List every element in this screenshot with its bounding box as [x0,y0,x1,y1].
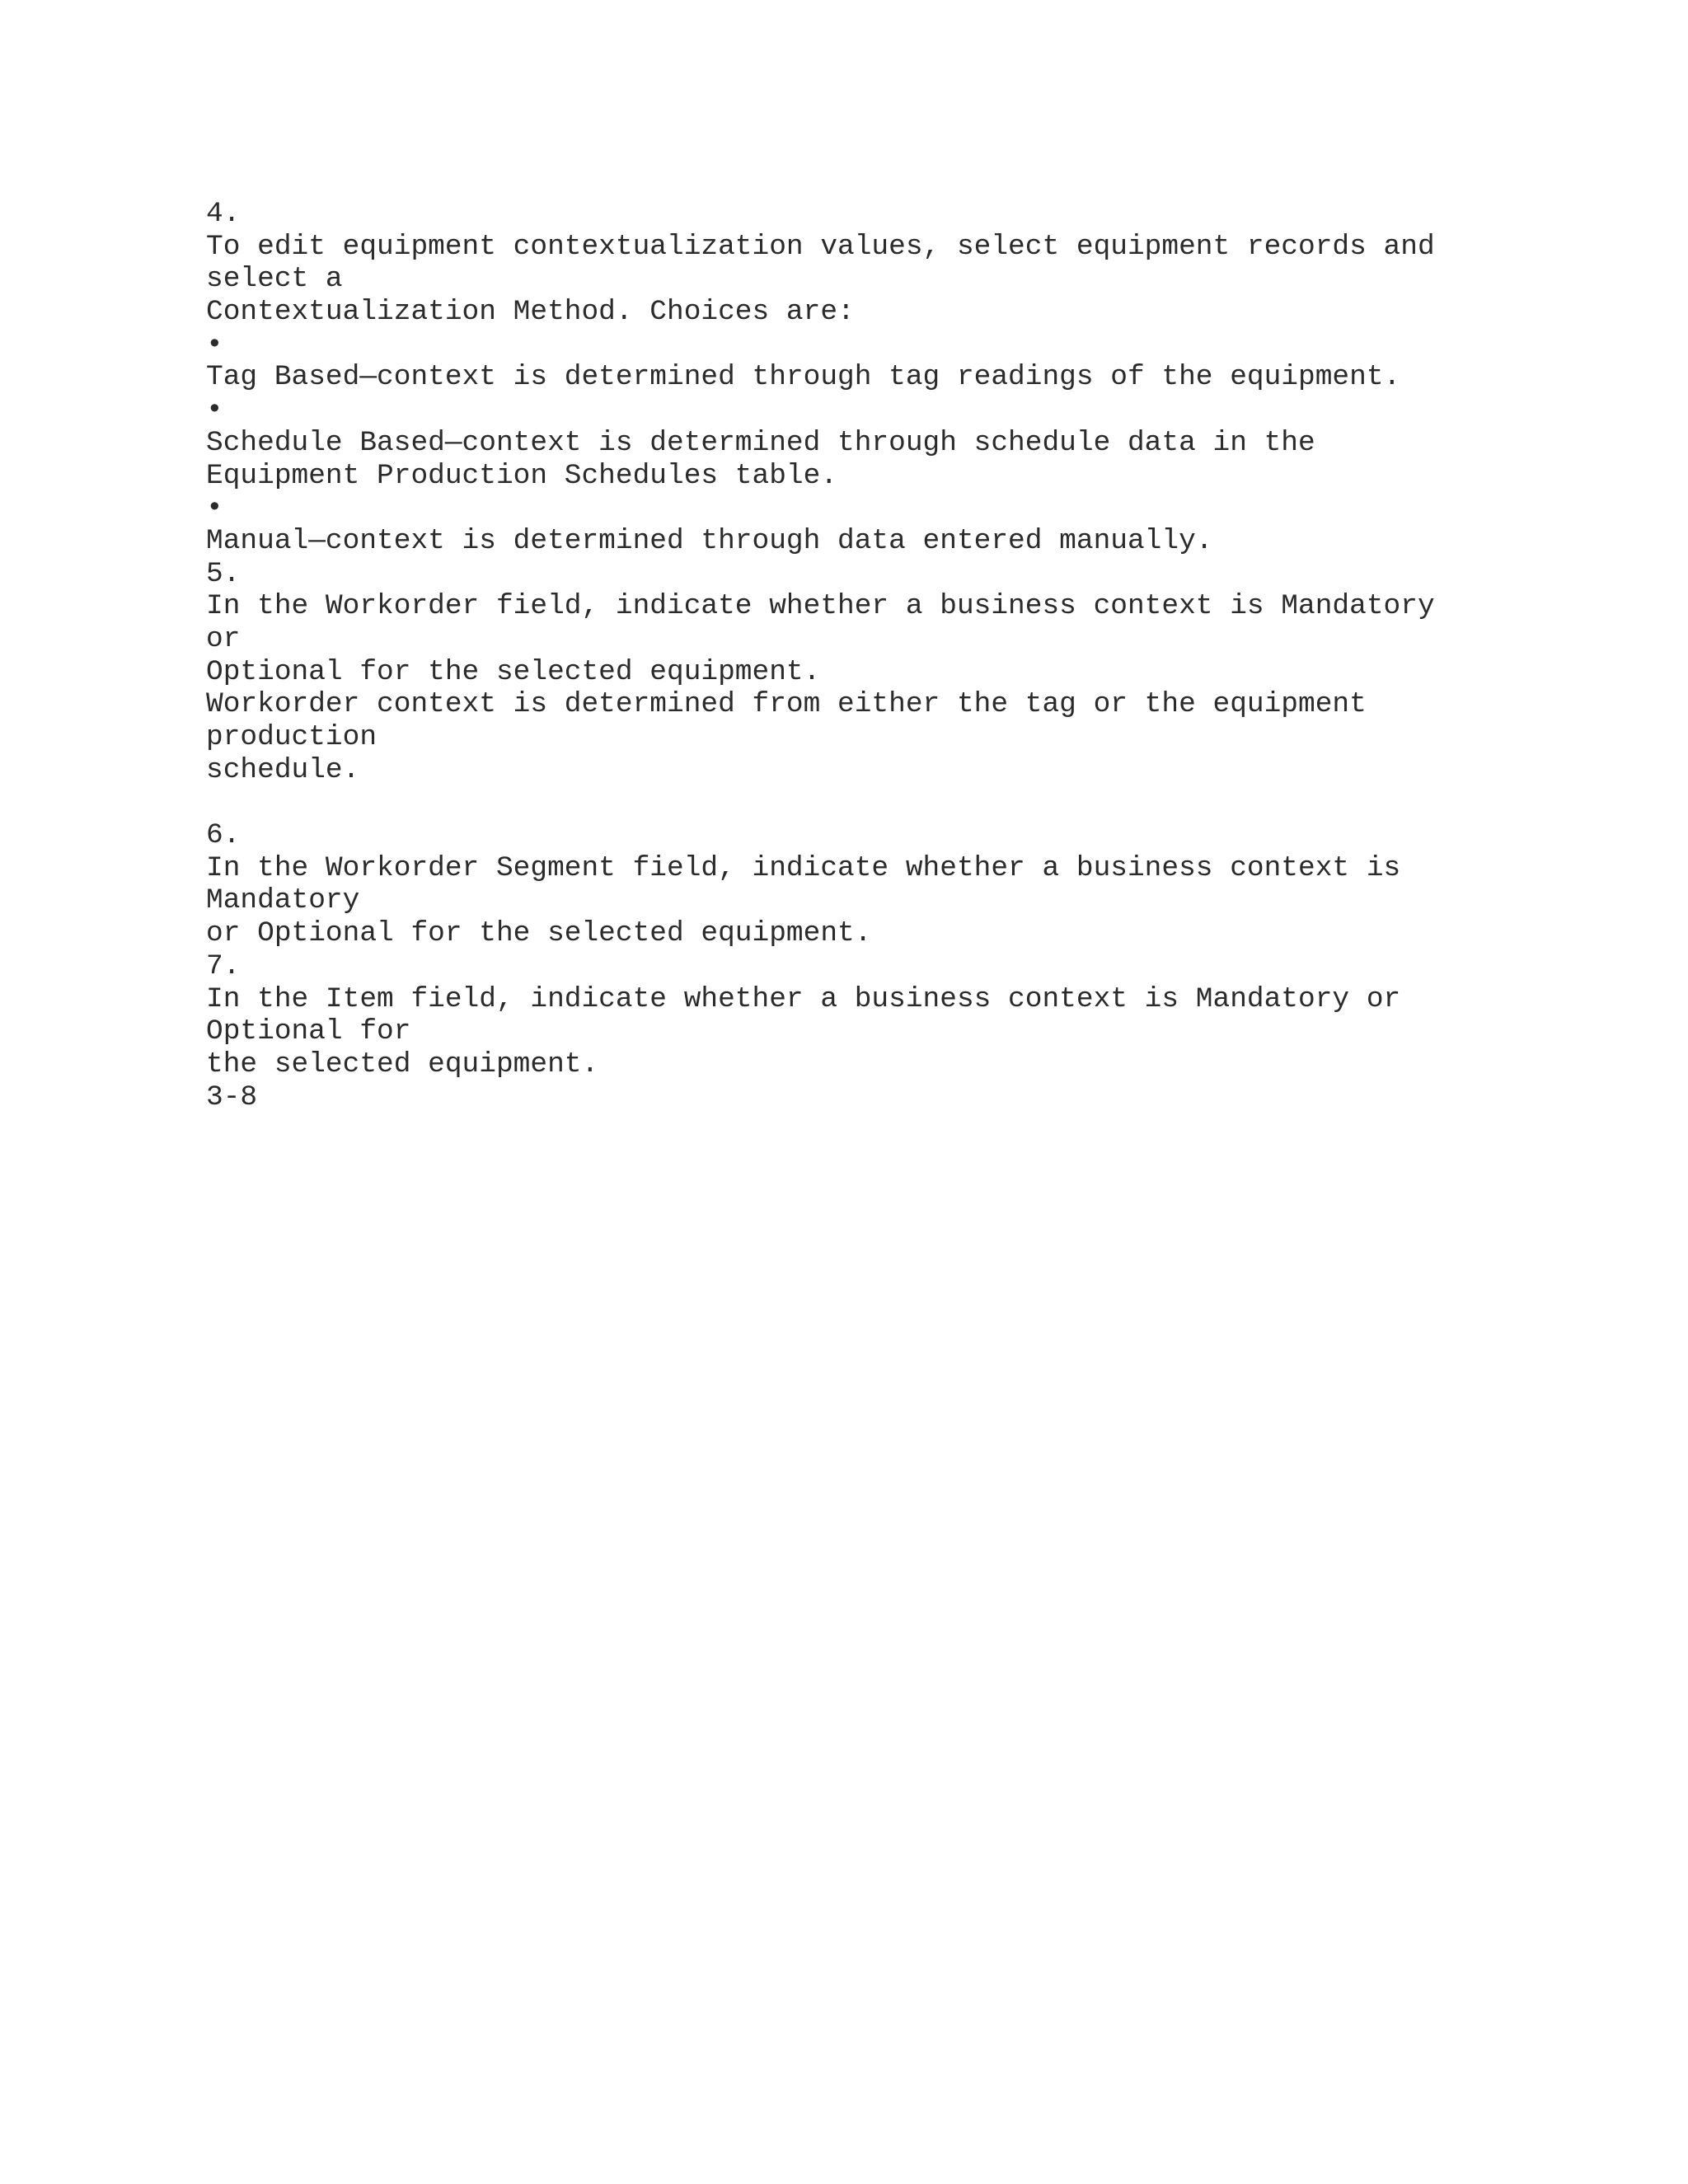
step-text: or [206,622,241,655]
step-text: Mandatory [206,884,360,917]
bullet-marker: • [206,328,223,361]
step-text: In the Workorder Segment field, indicate whether a business context is [206,851,1401,884]
step-text: Optional for the selected equipment. [206,655,821,688]
step-text: In the Item field, indicate whether a business context is Mandatory or [206,982,1401,1015]
bullet-text: Tag Based—context is determined through tag readings of the equipment. [206,361,1401,394]
step-text: Optional for [206,1015,411,1048]
step-text: To edit equipment contextualization values, select equipment records and [206,230,1435,263]
page-number: 3-8 [206,1080,258,1113]
step-text: or Optional for the selected equipment. [206,917,872,950]
page-content [206,198,1508,1113]
step-note: production [206,721,377,753]
step-number: 5. [206,557,241,590]
step-text: the selected equipment. [206,1047,599,1080]
blank-line [206,786,1508,819]
bullet-marker: • [206,394,223,427]
bullet-text: Manual—context is determined through data entered manually. [206,524,1213,557]
step-text: select a [206,263,343,296]
step-text: In the Workorder field, indicate whether a business context is Mandatory [206,590,1435,623]
step-text: Contextualization Method. Choices are: [206,296,855,329]
step-number: 7. [206,949,241,982]
bullet-text: Equipment Production Schedules table. [206,459,838,492]
step-note: Workorder context is determined from either the tag or the equipment [206,688,1367,721]
bullet-marker: • [206,492,223,525]
bullet-text: Schedule Based—context is determined through schedule data in the [206,426,1315,459]
step-note: schedule. [206,753,360,786]
step-number: 6. [206,819,241,852]
step-number: 4. [206,198,241,230]
